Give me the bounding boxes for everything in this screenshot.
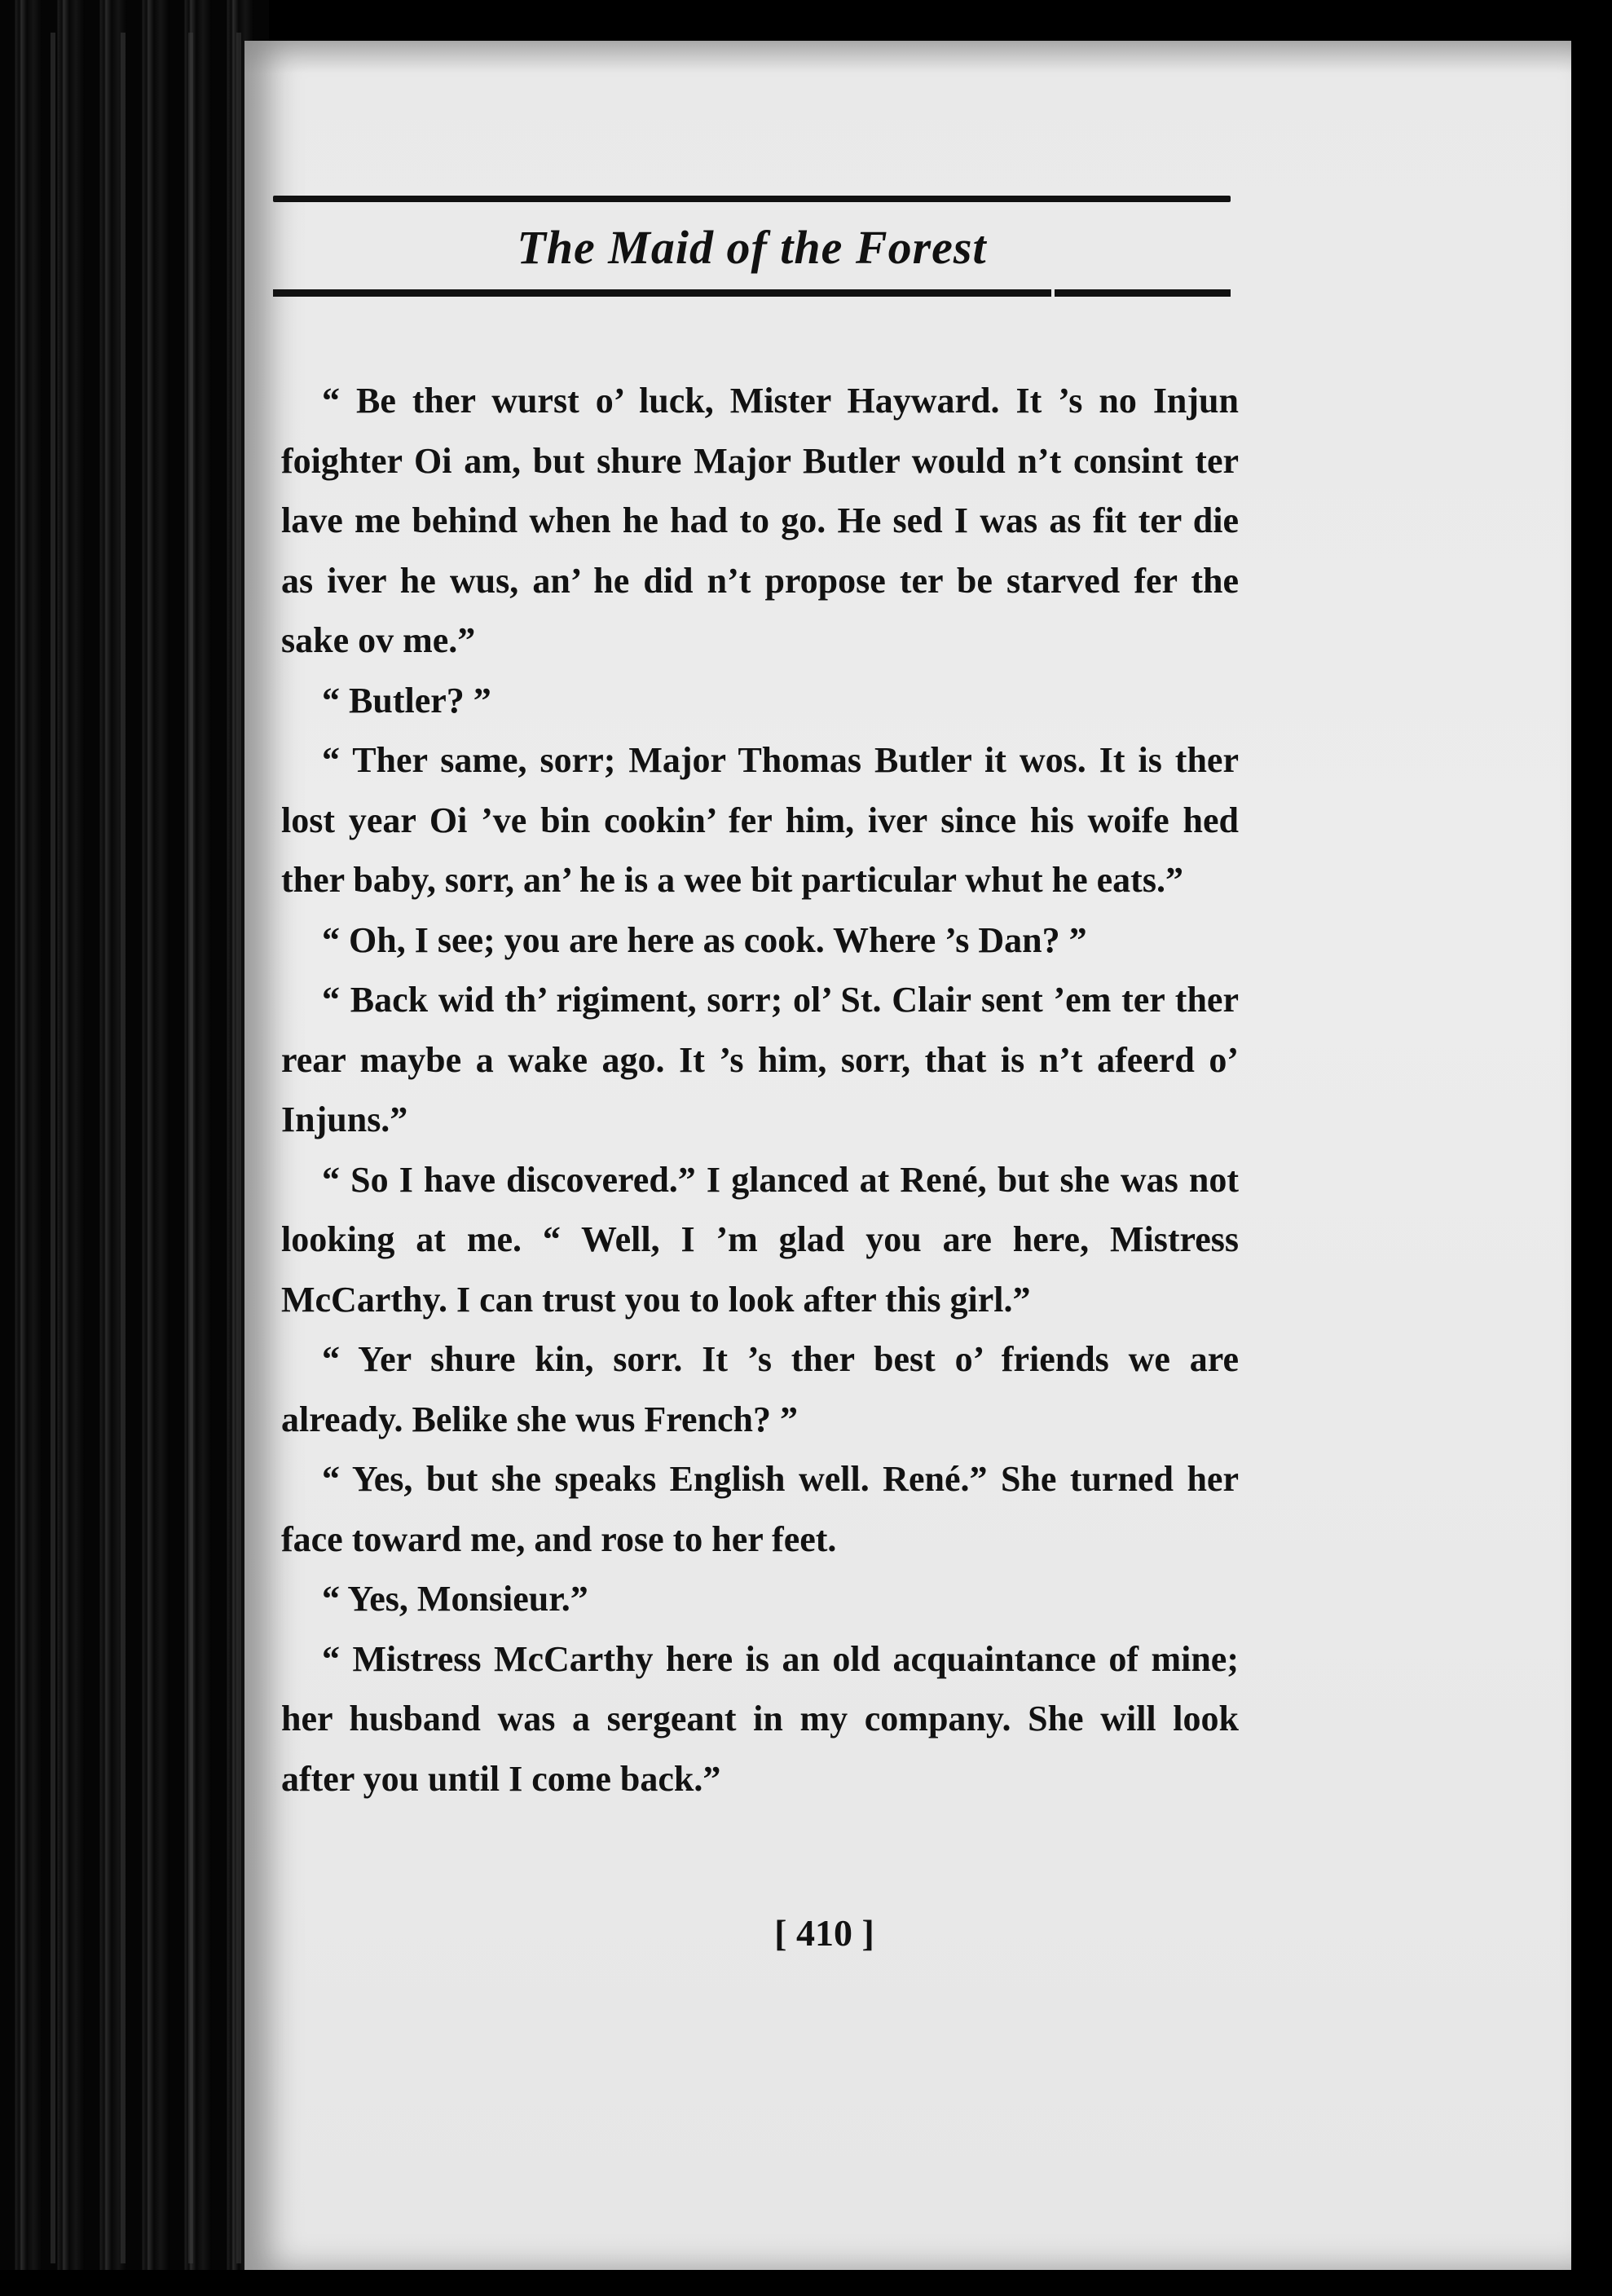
page-header [273,196,1231,297]
body-text [281,371,1239,1809]
running-title: The Maid of the Forest [517,221,987,274]
paragraph: “ Mistress McCarthy here is an old acquaintance of mine; her husband was a sergeant in my company. She will look after you until I come back.” [281,1638,1239,1799]
paragraph: “ Ther same, sorr; Major Thomas Butler it wos. It is ther lost year Oi ’ve bin cookin’ fer him, iver since his woife hed ther baby, sorr, an’ he is a wee bit particular whut he eats.” [281,740,1239,900]
paragraph: “ Yer shure kin, sorr. It ’s ther best o’ friends we are already. Belike she wus French? ” [281,1339,1239,1439]
paragraph: “ Yes, but she speaks English well. René.” She turned her face toward me, and rose to her feet. [281,1459,1239,1559]
paragraph: “ Butler? ” [322,680,491,721]
scan-bottom-edge [0,2270,1612,2296]
page-number: [ 410 ] [774,1912,874,1954]
page-top-shadow [244,41,1571,73]
header-rule-segment [1055,289,1231,297]
paragraph: “ So I have discovered.” I glanced at René, but she was not looking at me. “ Well, I ’m glad you are here, Mistress McCarthy. I can trust you to look after this girl.” [281,1159,1239,1320]
paragraph: “ Be ther wurst o’ luck, Mister Hayward. It ’s no Injun foighter Oi am, but shure Major Butler would n’t consint ter lave me behind when he had to go. He sed I was as fit ter die as iver he wus, an’ he did n’t propose ter be starved fer the sake ov me.” [281,381,1239,660]
header-rule-bottom [273,289,1231,297]
header-rule-top [273,196,1231,202]
paragraph: “ Yes, Monsieur.” [322,1579,588,1619]
header-rule-segment [273,289,1051,297]
paragraph: “ Oh, I see; you are here as cook. Where ’s Dan? ” [322,919,1087,960]
scan-right-edge [1571,0,1612,2296]
paragraph: “ Back wid th’ rigiment, sorr; ol’ St. Clair sent ’em ter ther rear maybe a wake ago. It ’s him, sorr, that is n’t afeerd o’ Injuns.” [281,980,1239,1139]
